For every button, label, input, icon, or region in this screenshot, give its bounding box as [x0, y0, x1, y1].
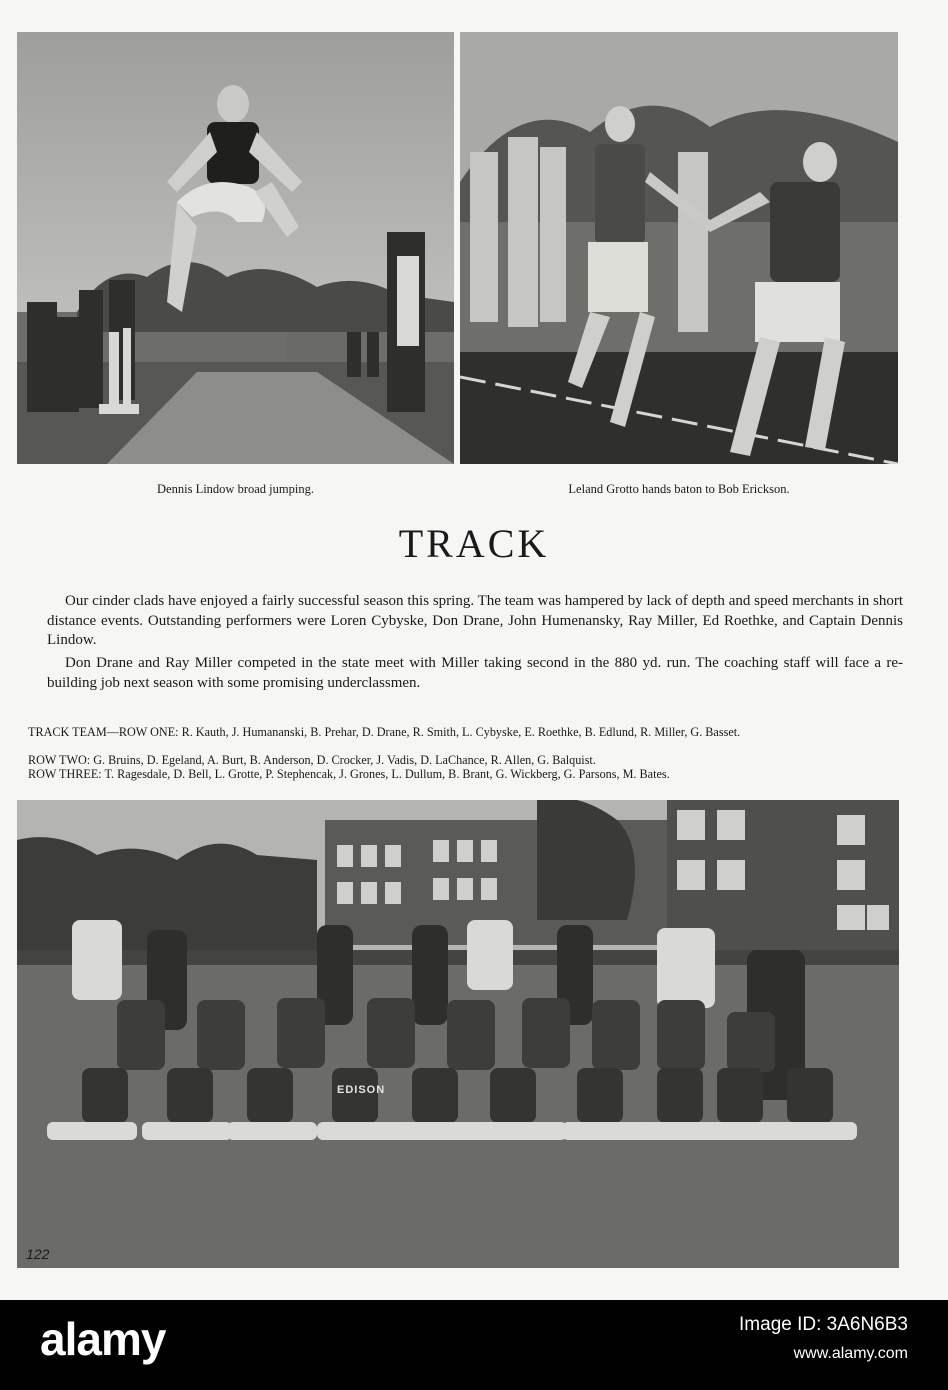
caption-baton-handoff: Leland Grotto hands baton to Bob Erickson. [568, 482, 790, 496]
photo-track-team [17, 800, 899, 1268]
page-number: 122 [26, 1246, 50, 1262]
brand-logo: alamy [40, 1313, 166, 1365]
caption-broad-jump: Dennis Lindow broad jumping. [157, 482, 314, 496]
site-url[interactable]: www.alamy.com [793, 1345, 908, 1362]
roster-row-one: TRACK TEAM—ROW ONE: R. Kauth, J. Humananski, B. Prehar, D. Drane, R. Smith, L. Cybyske, E. Roethke, B. Edlund, R. Miller, G. Basset. [28, 725, 741, 739]
image-id-label: Image ID: 3A6N6B3 [739, 1314, 908, 1335]
photo-broad-jump [17, 32, 454, 464]
section-title: TRACK [398, 521, 550, 566]
body-paragraph-1: Our cinder clads have enjoyed a fairly successful season this spring. The team was hampered by lack of depth and speed merchants in short distance events. Outstanding performers were Loren Cybyske, Don Drane, John Humenansky, Ray Miller, Ed Roethke, and Captain Dennis Lindow. [47, 593, 903, 648]
roster-row-two: ROW TWO: G. Bruins, D. Egeland, A. Burt, B. Anderson, D. Crocker, J. Vadis, D. LaChance, R. Allen, G. Balquist. [28, 753, 596, 767]
photo-baton-handoff [460, 32, 898, 464]
jersey-lettering: EDISON [337, 1084, 386, 1096]
body-paragraph-2: Don Drane and Ray Miller competed in the state meet with Miller taking second in the 880 yd. run. The coaching staff will face a re-building job next season with some promising underclassmen. [47, 655, 903, 691]
roster-row-three: ROW THREE: T. Ragesdale, D. Bell, L. Grotte, P. Stephencak, J. Grones, L. Dullum, B. Brant, G. Wickberg, G. Parsons, M. Bates. [28, 767, 670, 781]
